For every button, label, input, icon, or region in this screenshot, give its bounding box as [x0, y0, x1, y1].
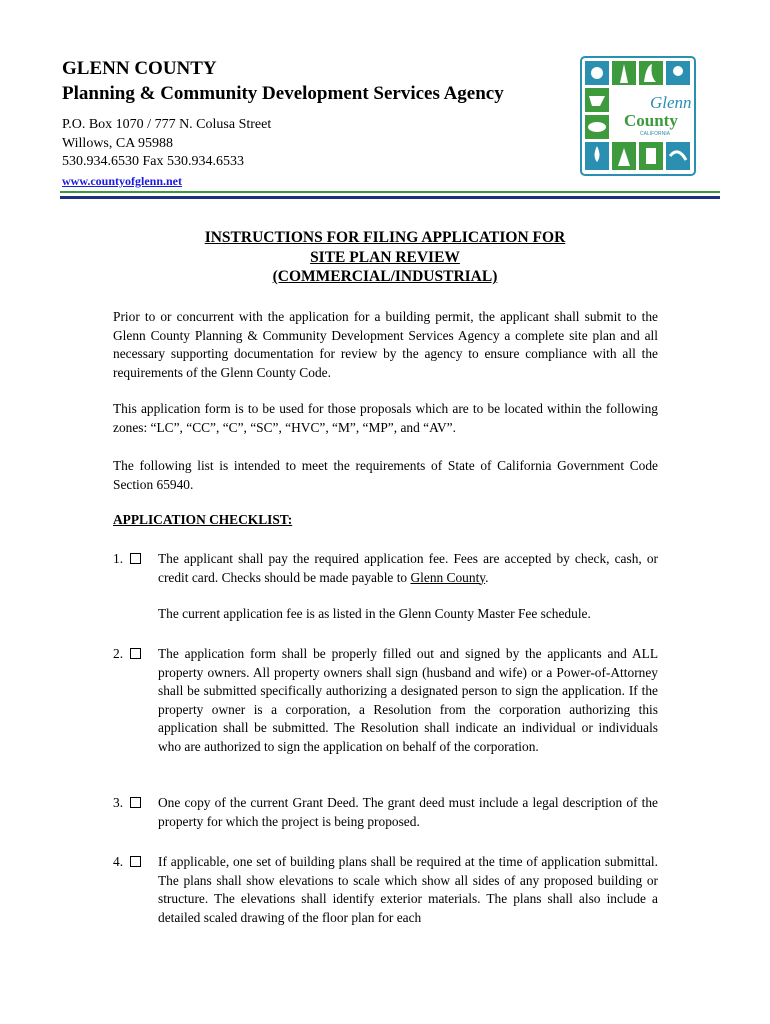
- item-number: 3.: [113, 795, 124, 810]
- org-name: GLENN COUNTY: [62, 58, 217, 79]
- title-line-1: INSTRUCTIONS FOR FILING APPLICATION FOR: [204, 229, 566, 246]
- checkbox[interactable]: [130, 856, 141, 867]
- item-text: The application form shall be properly filled out and signed by the applicants and ALL property owners. All property owners shall sign (husband and wife) or a Power-of-Attorney shall be submitted specifically authorizing a designated person to sign the application. If the property owner is a corporation, a Resolution from the corporation authorizing this application shall be submitted. The Resolution shall indicate an individual or individuals who are authorized to sign the application on behalf of the corporation.: [158, 646, 658, 754]
- logo-glenn-text: Glenn: [650, 93, 692, 112]
- item-number: 1.: [113, 551, 124, 566]
- checklist-heading: APPLICATION CHECKLIST:: [113, 512, 293, 527]
- item-subtext: The current application fee is as listed in the Glenn County Master Fee schedule.: [158, 606, 591, 621]
- item-text: If applicable, one set of building plans shall be required at the time of application submittal. The plans shall show elevations to scale which show all sides of any proposed building or structure. The elevations shall identify exterior materials. The plans shall also include a detailed scaled drawing of the floor plan for each: [158, 854, 658, 925]
- checkbox[interactable]: [130, 648, 141, 659]
- phone-fax: 530.934.6530 Fax 530.934.6533: [62, 154, 244, 169]
- logo-county-text: County: [624, 111, 678, 130]
- checklist-item-4: [113, 853, 658, 927]
- website-link[interactable]: www.countyofglenn.net: [62, 173, 183, 188]
- agency-name: Planning & Community Development Services Agency: [62, 83, 504, 104]
- intro-paragraph-1: Prior to or concurrent with the application for a building permit, the applicant shall submit to the Glenn County Planning & Community Development Services Agency a complete site plan and all necessary supporting documentation for review by the agency to ensure compliance with all the requirements of the Glenn County Code.: [113, 309, 658, 380]
- checkbox[interactable]: [130, 797, 141, 808]
- intro-paragraph-2: This application form is to be used for those proposals which are to be located within the following zones: “LC”, “CC”, “C”, “SC”, “HVC”, “M”, “MP”, and “AV”.: [113, 401, 658, 435]
- checklist-item-2: [113, 645, 658, 756]
- checklist-item-1: [113, 550, 658, 624]
- checklist-item-3: [113, 794, 658, 831]
- address-line-1: P.O. Box 1070 / 777 N. Colusa Street: [62, 117, 272, 132]
- address-line-2: Willows, CA 95988: [62, 135, 174, 151]
- item-number: 2.: [113, 646, 124, 661]
- title-line-3: (COMMERCIAL/INDUSTRIAL): [272, 268, 498, 285]
- item-text: One copy of the current Grant Deed. The grant deed must include a legal description of the property for which the project is being proposed.: [158, 795, 658, 829]
- header-divider-green: [60, 191, 720, 193]
- document-title: [112, 228, 658, 287]
- intro-paragraph-3: The following list is intended to meet the requirements of State of California Government Code Section 65940.: [113, 458, 658, 492]
- title-line-2: SITE PLAN REVIEW: [310, 248, 460, 266]
- header-divider-blue: [60, 196, 720, 199]
- item-number: 4.: [113, 854, 124, 869]
- item-text: The applicant shall pay the required application fee. Fees are accepted by check, cash, or credit card. Checks should be made payable to Glenn County.: [158, 551, 658, 585]
- payee-name: Glenn County: [410, 569, 486, 585]
- logo-california-text: CALIFORNIA: [640, 131, 671, 137]
- checkbox[interactable]: [130, 553, 141, 564]
- glenn-county-logo: [580, 56, 696, 176]
